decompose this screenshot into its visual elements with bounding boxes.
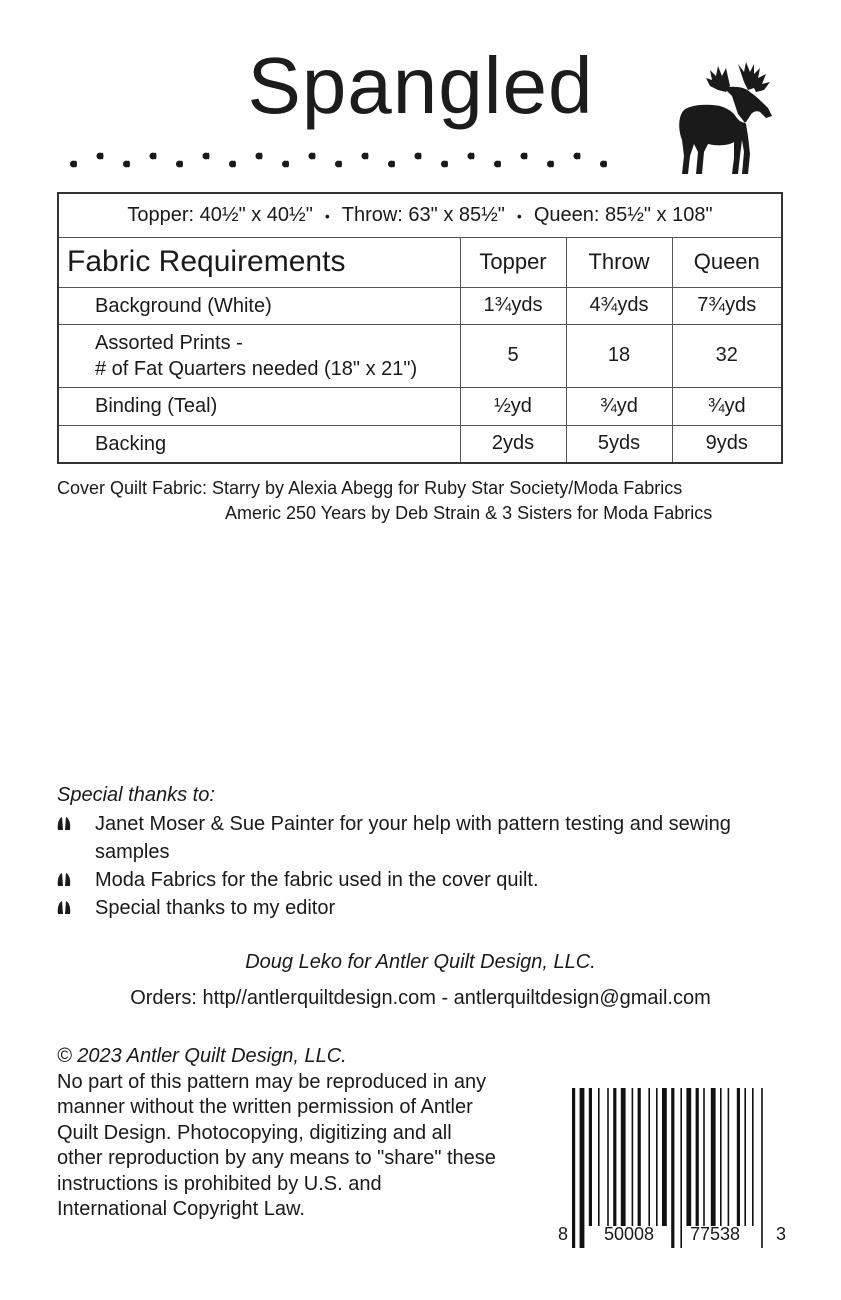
barcode-bar [598, 1088, 600, 1226]
barcode-bar [711, 1088, 716, 1226]
hoof-print-icon [600, 161, 607, 168]
list-item [57, 866, 757, 894]
fabric-note-line: Cover Quilt Fabric: Starry by Alexia Abegg for Ruby Star Society/Moda Fabrics [57, 478, 683, 498]
table-cell: ¾yd [566, 387, 672, 425]
hoof-print-icon [362, 153, 369, 160]
barcode-bar [696, 1088, 699, 1226]
fabric-note-line: Americ 250 Years by Deb Strain & 3 Sisters for Moda Fabrics [225, 503, 713, 523]
row-label: Background (White) [59, 287, 460, 324]
hoof-print-icon [57, 816, 71, 832]
orders-contact: Orders: http//antlerquiltdesign.com - antlerquiltdesign@gmail.com [130, 987, 711, 1009]
hoof-print-icon [256, 153, 263, 160]
barcode-digit-group: 77538 [689, 1224, 741, 1244]
requirements-heading: Fabric Requirements [67, 245, 346, 279]
thanks-item-text: Janet Moser & Sue Painter for your help with pattern testing and sewing samples [95, 813, 731, 863]
hoof-print-icon [494, 161, 501, 168]
table-row [59, 425, 781, 462]
hoof-print-icon [97, 153, 104, 160]
size-topper: Topper: 40½" x 40½" [127, 204, 313, 226]
table-cell: 1¾yds [460, 287, 566, 324]
list-item [57, 894, 757, 922]
hoof-print-icon [57, 872, 71, 888]
hoof-print-icon [335, 161, 342, 168]
thanks-heading: Special thanks to: [57, 784, 215, 806]
hoof-print-icon [70, 161, 77, 168]
hoof-print-icon [388, 161, 395, 168]
hoof-print-icon [441, 161, 448, 168]
table-cell: 7¾yds [672, 287, 781, 324]
barcode-bar [621, 1088, 626, 1226]
column-header: Topper [460, 238, 566, 287]
barcode-bar [613, 1088, 616, 1226]
copyright-body: No part of this pattern may be reproduced in any manner without the written permission of Antler Quilt Design. Photocopying, digitizing and all other reproduction by any means to "share" these instructions is prohibited by U.S. and International Copyright Law. [57, 1070, 496, 1220]
table-cell: ¾yd [672, 387, 781, 425]
hoof-print-icon [282, 161, 289, 168]
hoof-print-trail [64, 148, 624, 176]
hoof-print-icon [521, 153, 528, 160]
copyright-heading: © 2023 Antler Quilt Design, LLC. [57, 1045, 347, 1067]
table-cell: 32 [672, 324, 781, 387]
row-label-line: # of Fat Quarters needed (18" x 21") [95, 357, 418, 380]
size-throw: Throw: 63" x 85½" [341, 204, 505, 226]
thanks-list [57, 810, 757, 922]
barcode-bar [737, 1088, 740, 1226]
hoof-print-icon [57, 900, 71, 916]
table-header-row [59, 238, 781, 287]
table-cell: 9yds [672, 425, 781, 462]
hoof-print-icon [203, 153, 210, 160]
table-cell: 5 [460, 324, 566, 387]
row-label-line: Assorted Prints - [95, 331, 243, 354]
barcode-digit-group: 8 [558, 1224, 569, 1244]
barcode-bar [720, 1088, 722, 1226]
barcode-bar [686, 1088, 691, 1226]
barcode-digit-group: 50008 [603, 1224, 655, 1244]
hoof-print-icon [547, 161, 554, 168]
barcode-bar [728, 1088, 730, 1226]
barcode-bar [648, 1088, 650, 1226]
hoof-print-icon [309, 153, 316, 160]
barcode-digit-group: 3 [775, 1224, 786, 1244]
barcode-bar [752, 1088, 754, 1226]
list-item [57, 810, 757, 866]
barcode-bar [638, 1088, 641, 1226]
hoof-print-icon [415, 153, 422, 160]
table-row [59, 287, 781, 324]
table-cell: ½yd [460, 387, 566, 425]
separator-dot: • [516, 207, 522, 224]
page-title: Spangled [247, 41, 594, 130]
thanks-item-text: Special thanks to my editor [95, 897, 336, 919]
barcode-bar [656, 1088, 658, 1226]
requirements-table [59, 238, 781, 462]
hoof-print-icon [574, 153, 581, 160]
hoof-print-icon [176, 161, 183, 168]
cover-fabric-note [57, 476, 712, 526]
designer-credit: Doug Leko for Antler Quilt Design, LLC. [245, 951, 596, 973]
barcode-bar [607, 1088, 609, 1226]
barcode-bar [662, 1088, 667, 1226]
hoof-print-icon [123, 161, 130, 168]
table-cell: 5yds [566, 425, 672, 462]
finished-sizes-row [59, 194, 781, 238]
row-label: Backing [59, 425, 460, 462]
table-cell: 18 [566, 324, 672, 387]
table-row [59, 324, 781, 387]
column-header: Throw [566, 238, 672, 287]
thanks-item-text: Moda Fabrics for the fabric used in the cover quilt. [95, 869, 539, 891]
table-row [59, 387, 781, 425]
barcode-bar [744, 1088, 746, 1226]
row-label [59, 324, 460, 387]
hoof-print-icon [229, 161, 236, 168]
moose-silhouette-icon [672, 60, 797, 185]
hoof-print-icon [150, 153, 157, 160]
barcode-digits [558, 1224, 786, 1245]
table-cell: 4¾yds [566, 287, 672, 324]
separator-dot: • [324, 207, 330, 224]
size-queen: Queen: 85½" x 108" [533, 204, 713, 226]
table-cell: 2yds [460, 425, 566, 462]
barcode-bar [703, 1088, 705, 1226]
copyright-notice [57, 1044, 497, 1223]
hoof-print-icon [468, 153, 475, 160]
row-label: Binding (Teal) [59, 387, 460, 425]
column-header: Queen [672, 238, 781, 287]
barcode-bar [589, 1088, 592, 1226]
barcode-bar [632, 1088, 634, 1226]
